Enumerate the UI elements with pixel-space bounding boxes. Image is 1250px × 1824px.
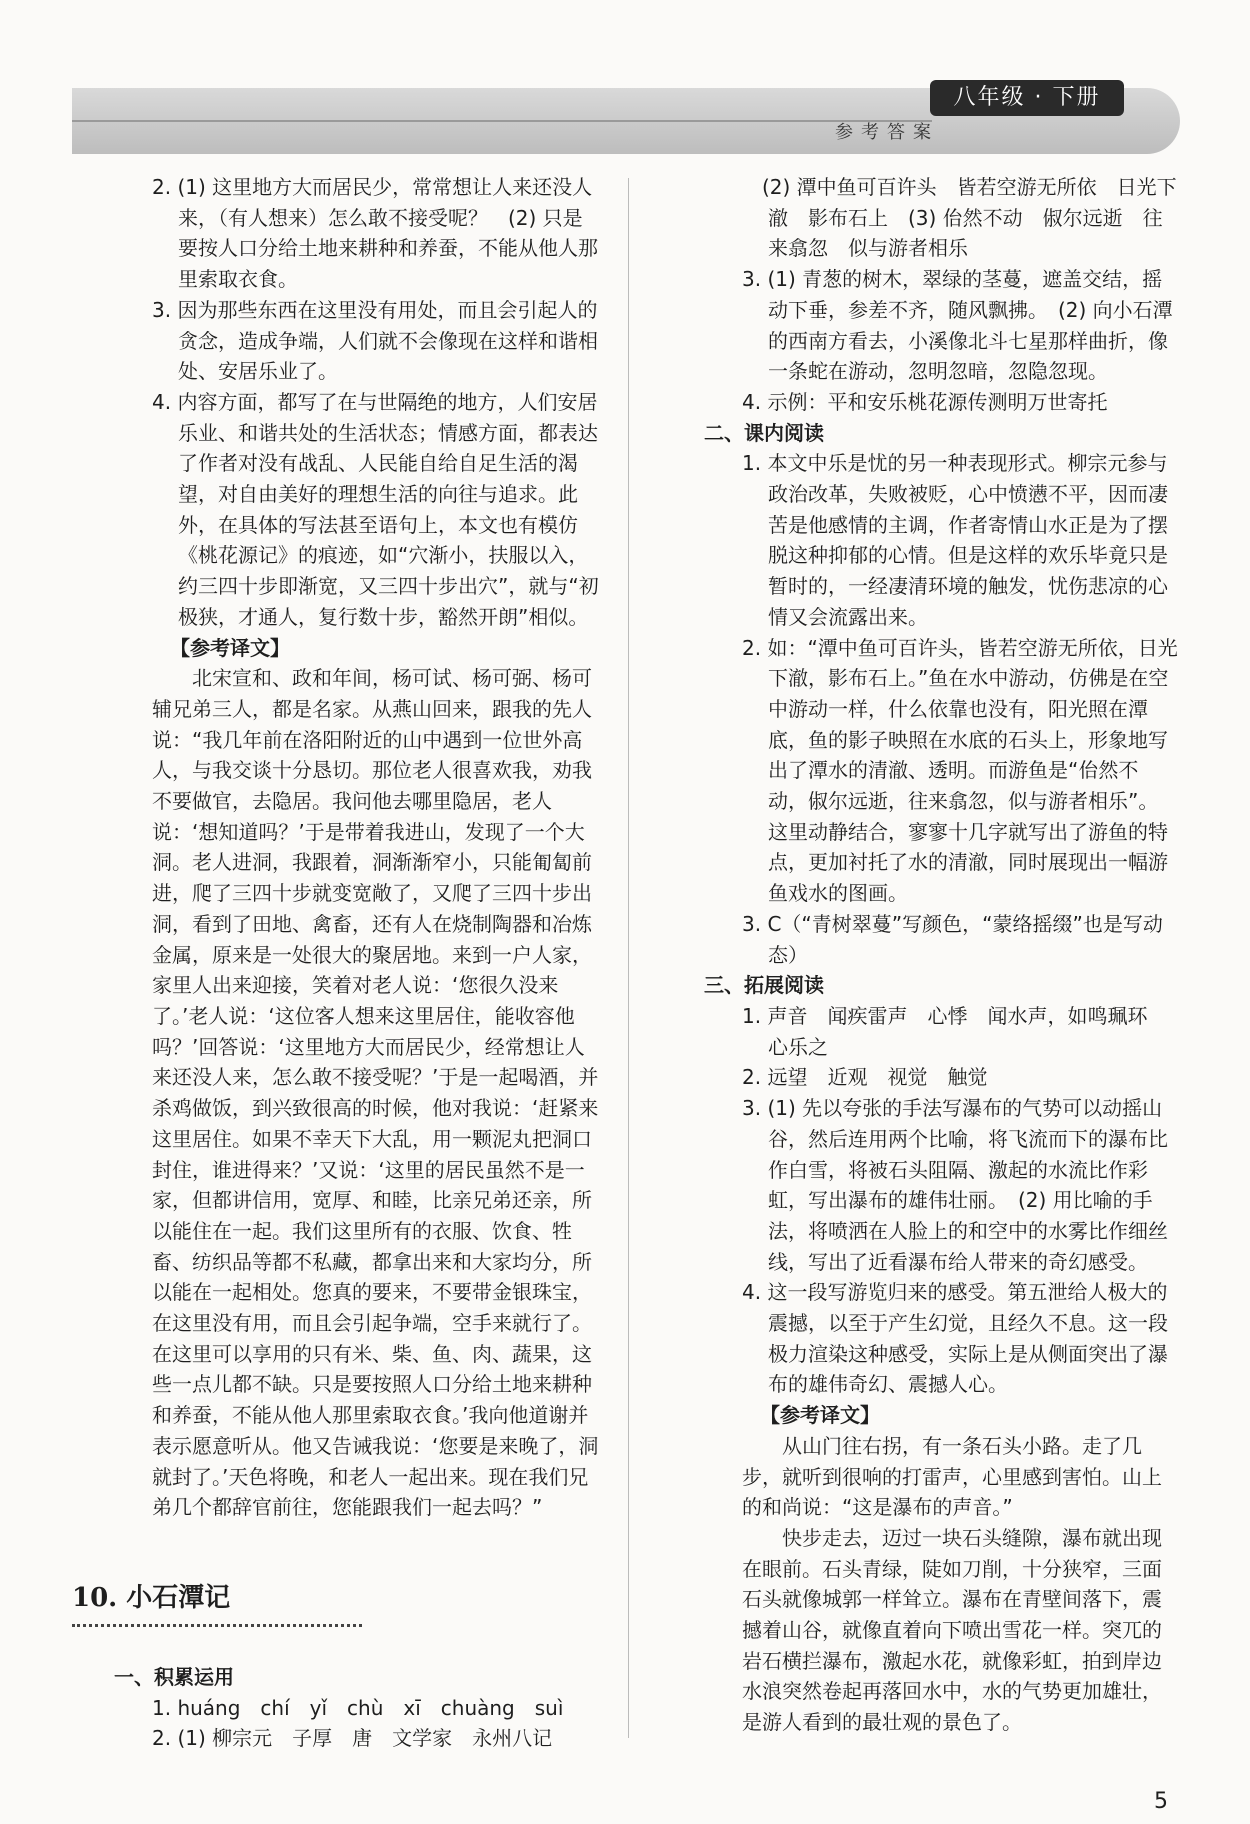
right-ext-2: 2. 远望 近观 视觉 触觉 xyxy=(742,1065,988,1090)
right-reading-1: 1. 本文中乐是忧的另一种表现形式。柳宗元参与政治改革，失败被贬，心中愤懑不平，因而凄苦是他感情的主调，作者寄情山水正是为了摆脱这种抑郁的心情。但是这样的欢乐毕竟只是暂时的，一经凄清环境的触发，忧伤悲凉的心情又会流露出来。 xyxy=(742,451,1168,629)
page-number: 5 xyxy=(1154,1789,1168,1814)
right-ext-4: 4. 这一段写游览归来的感受。第五泄给人极大的震撼，以至于产生幻觉，且经久不息。这一段极力渲染这种感受，实际上是从侧面突出了瀑布的雄伟奇幻、震撼人心。 xyxy=(742,1280,1168,1397)
lesson-item-2: 2. (1) 柳宗元 子厚 唐 文学家 永州八记 xyxy=(152,1726,553,1751)
column-divider xyxy=(628,178,629,1738)
right-translation-1: 从山门往右拐，有一条石头小路。走了几步，就听到很响的打雷声，心里感到害怕。山上的和尚说：“这是瀑布的声音。” xyxy=(742,1433,1162,1520)
right-translation-2: 快步走去，迈过一块石头缝隙，瀑布就出现在眼前。石头青绿，陡如刀削，十分狭窄，三面石头就像城郭一样耸立。瀑布在青壁间落下，震撼着山谷，就像直着向下喷出雪花一样。突兀的岩石横拦瀑布，激起水花，就像彩虹，拍到岸边水浪突然卷起再落回水中，水的气势更加雄壮，是游人看到的最壮观的景色了。 xyxy=(742,1525,1162,1735)
right-reading-3: 3. C（“青树翠蔓”写颜色，“蒙络摇缀”也是写动态） xyxy=(742,911,1163,967)
left-item-3: 3. 因为那些东西在这里没有用处，而且会引起人的贪念，造成争端，人们就不会像现在这样和谐相处、安居乐业了。 xyxy=(152,297,598,384)
lesson-section-1: 一、积累运用 xyxy=(114,1665,234,1689)
left-translation: 北宋宣和、政和年间，杨可试、杨可弼、杨可辅兄弟三人，都是名家。从燕山回来，跟我的先人说：“我几年前在洛阳附近的山中遇到一位世外高人，与我交谈十分恳切。那位老人很喜欢我，劝我不要做官，去隐居。我问他去哪里隐居，老人说：‘想知道吗？’于是带着我进山，发现了一个大洞。老人进洞，我跟着，洞渐渐窄小，只能匍匐前进，爬了三四十步就变宽敞了，又爬了三四十步出洞，看到了田地、禽畜，还有人在烧制陶器和冶炼金属，原来是一处很大的聚居地。来到一户人家，家里人出来迎接，笑着对老人说：‘您很久没来了。’老人说：‘这位客人想来这里居住，能收容他吗？’回答说：‘这里地方大而居民少，经常想让人来还没人来，怎么敢不接受呢？’于是一起喝酒，并杀鸡做饭，到兴致很高的时候，他对我说：‘赶紧来这里居住。如果不幸天下大乱，用一颗泥丸把洞口封住，谁进得来？’又说：‘这里的居民虽然不是一家，但都讲信用，宽厚、和睦，比亲兄弟还亲，所以能住在一起。我们这里所有的衣服、饮食、牲畜、纺织品等都不私藏，都拿出来和大家均分，所以能在一起相处。您真的要来，不要带金银珠宝，在这里没有用，而且会引起争端，空手来就行了。在这里可以享用的只有米、柴、鱼、肉、蔬果，这些一点儿都不缺。只是要按照人口分给土地来耕种和养蚕，不能从他人那里索取衣食。’我向他道谢并表示愿意听从。他又告诫我说：‘您要是来晚了，洞就封了。’天色将晚，和老人一起出来。现在我们兄弟几个都辞官前往，您能跟我们一起去吗？” xyxy=(152,666,599,1520)
right-ext-1: 1. 声音 闻疾雷声 心悸 闻水声，如鸣珮环 心乐之 xyxy=(742,1003,1168,1059)
right-section-3: 三、拓展阅读 xyxy=(704,973,824,998)
right-item-4: 4. 示例：平和安乐桃花源传测明万世寄托 xyxy=(742,389,1108,414)
grade-tab: 八年级 · 下册 xyxy=(930,80,1124,116)
left-column xyxy=(152,172,600,1523)
right-section-2: 二、课内阅读 xyxy=(704,420,824,445)
right-ref-heading: 【参考译文】 xyxy=(760,1403,880,1428)
right-ext-3: 3. (1) 先以夸张的手法写瀑布的气势可以动摇山谷，然后连用两个比喻，将飞流而下的瀑布比作白雪，将被石头阻隔、激起的水流比作彩虹，写出瀑布的雄伟壮丽。 (2) 用比喻的手法，将喷洒在人脸上的和空中的水雾比作细丝线，写出了近看瀑布给人带来的奇幻感受。 xyxy=(742,1096,1168,1274)
lesson-item-1: 1. huáng chí yǐ chù xī chuàng suì xyxy=(152,1695,564,1720)
right-item-2-cont: (2) 潭中鱼可百许头 皆若空游无所依 日光下澈 影布石上 (3) 佁然不动 俶尔远逝 往来翕忽 似与游者相乐 xyxy=(742,175,1177,261)
lesson-title: 10. 小石潭记 xyxy=(72,1578,362,1627)
right-reading-2: 2. 如：“潭中鱼可百许头，皆若空游无所依，日光下澈，影布石上。”鱼在水中游动，仿佛是在空中游动一样，什么依靠也没有，阳光照在潭底，鱼的影子映照在水底的石头上，形象地写出了潭水的清澈、透明。而游鱼是“佁然不动，俶尔远逝，往来翕忽，似与游者相乐”。这里动静结合，寥寥十几字就写出了游鱼的特点，更加衬托了水的清澈，同时展现出一幅游鱼戏水的图画。 xyxy=(742,635,1178,906)
left-item-4: 4. 内容方面，都写了在与世隔绝的地方，人们安居乐业、和谐共处的生活状态；情感方面，都表达了作者对没有战乱、人民能自给自足生活的渴望，对自由美好的理想生活的向往与追求。此外，在具体的写法甚至语句上，本文也有模仿《桃花源记》的痕迹，如“穴渐小，扶服以入，约三四十步即渐宽，又三四十步出穴”，就与“初极狭，才通人，复行数十步，豁然开朗”相似。 xyxy=(152,389,599,629)
header-rule xyxy=(72,120,932,122)
left-ref-heading: 【参考译文】 xyxy=(170,635,290,660)
right-column xyxy=(704,172,1178,1738)
right-item-3: 3. (1) 青葱的树木，翠绿的茎蔓，遮盖交结，摇动下垂，参差不齐，随风飘拂。 (2) 向小石潭的西南方看去，小溪像北斗七星那样曲折，像一条蛇在游动，忽明忽暗，忽隐忽现。 xyxy=(742,267,1173,384)
lesson-start xyxy=(114,1662,600,1754)
section-label: 参考答案 xyxy=(835,122,939,143)
left-item-2: 2. (1) 这里地方大而居民少，常常想让人来还没人来，（有人想来）怎么敢不接受呢？ (2) 只是要按人口分给土地来耕种和养蚕，不能从他人那里索取衣食。 xyxy=(152,175,598,292)
